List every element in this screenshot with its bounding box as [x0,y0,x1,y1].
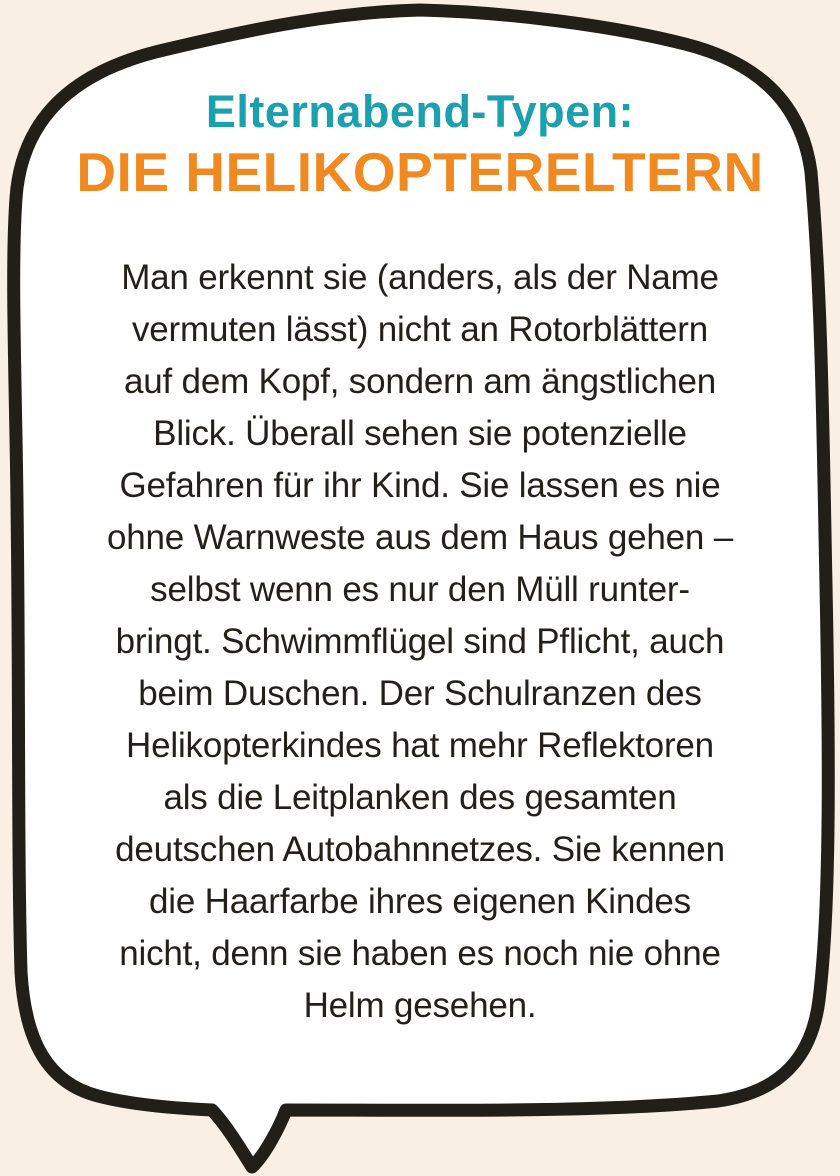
bubble-body-line: Blick. Überall sehen sie potenzielle [153,414,687,454]
bubble-heading-title: DIE HELIKOPTERELTERN [76,140,764,203]
bubble-body-line: Helm gesehen. [303,986,537,1026]
bubble-body-line: vermuten lässt) nicht an Rotorblättern [131,310,708,350]
bubble-body-line: Man erkennt sie (anders, als der Name [121,258,719,298]
bubble-body-line: selbst wenn es nur den Müll runter- [150,570,690,610]
bubble-body-line: beim Duschen. Der Schulranzen des [138,674,702,714]
bubble-body-line: deutschen Autobahnnetzes. Sie kennen [115,830,725,870]
bubble-body-line: nicht, denn sie haben es noch nie ohne [119,934,721,974]
bubble-heading-kicker: Elternabend-Typen: [205,86,635,137]
bubble-body-line: ohne Warnweste aus dem Haus gehen – [107,518,733,558]
bubble-body-line: Helikopterkindes hat mehr Reflektoren [126,726,714,766]
bubble-body-line: die Haarfarbe ihres eigenen Kindes [149,882,691,922]
bubble-body-line: Gefahren für ihr Kind. Sie lassen es nie [119,466,721,506]
bubble-body [55,252,785,1032]
bubble-body-line: auf dem Kopf, sondern am ängstlichen [123,362,717,402]
bubble-body-line: bringt. Schwimmflügel sind Pflicht, auch [115,622,725,662]
bubble-body-line: als die Leitplanken des gesamten [163,778,677,818]
speech-bubble-content [55,86,785,1032]
